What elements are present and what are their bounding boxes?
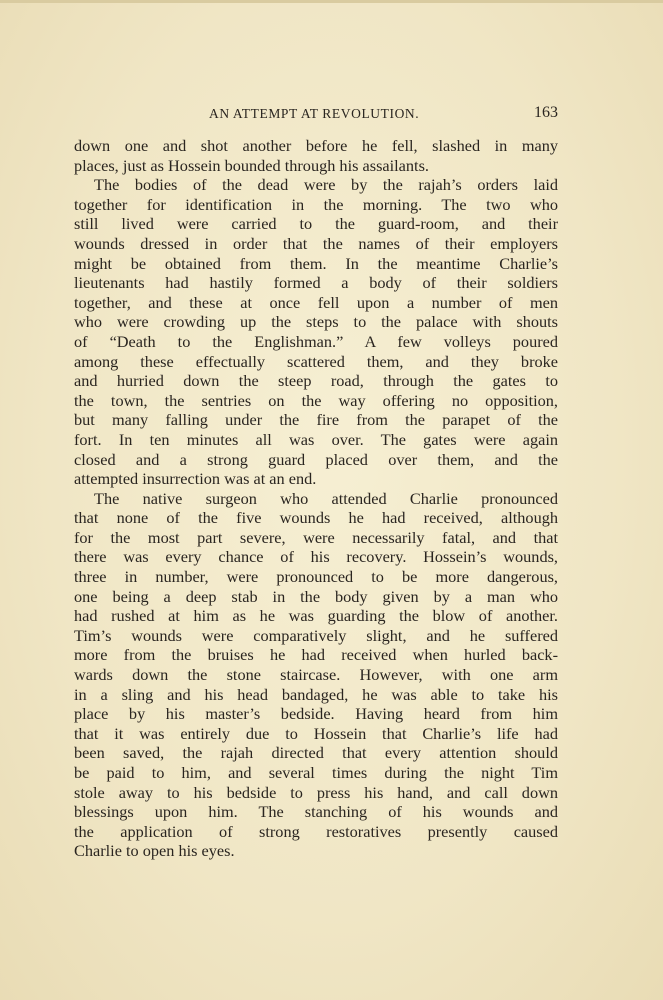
text-line: but many falling under the fire from the parapet of the bbox=[74, 410, 558, 430]
text-line: wounds dressed in order that the names of their employers bbox=[74, 233, 558, 253]
text-line: the town, the sentries on the way offering no opposition, bbox=[74, 390, 558, 410]
text-line: still lived were carried to the guard-room, and their bbox=[74, 214, 558, 234]
text-line: of “Death to the Englishman.” A few volleys poured bbox=[74, 331, 558, 351]
text-line: blessings upon him. The stanching of his wounds and bbox=[74, 802, 558, 822]
text-line: fort. In ten minutes all was over. The gates were again bbox=[74, 429, 558, 449]
text-line: and hurried down the steep road, through the gates to bbox=[74, 371, 558, 391]
text-line: there was every chance of his recovery. Hossein’s wounds, bbox=[74, 547, 558, 567]
text-line: The bodies of the dead were by the rajah’s orders laid bbox=[94, 175, 558, 195]
text-line: down one and shot another before he fell, slashed in many bbox=[74, 136, 558, 155]
text-line: the application of strong restoratives presently caused bbox=[74, 821, 558, 841]
text-line: more from the bruises he had received when hurled back- bbox=[74, 645, 558, 665]
text-line: three in number, were pronounced to be more dangerous, bbox=[74, 567, 558, 587]
text-line: that it was entirely due to Hossein that Charlie’s life had bbox=[74, 723, 558, 743]
text-line: in a sling and his head bandaged, he was able to take his bbox=[74, 684, 558, 704]
text-line: lieutenants had hastily formed a body of their soldiers bbox=[74, 273, 558, 293]
text-line: among these effectually scattered them, and they broke bbox=[74, 351, 558, 371]
text-line: closed and a strong guard placed over them, and the bbox=[74, 449, 558, 469]
page-top-edge bbox=[0, 0, 663, 3]
text-line: be paid to him, and several times during the night Tim bbox=[74, 763, 558, 782]
text-line: had rushed at him as he was guarding the blow of another. bbox=[74, 606, 558, 626]
text-line: might be obtained from them. In the meantime Charlie’s bbox=[74, 253, 558, 273]
text-line: together, and these at once fell upon a number of men bbox=[74, 292, 558, 312]
text-line: place by his master’s bedside. Having heard from him bbox=[74, 704, 558, 724]
text-line: wards down the stone staircase. However, with one arm bbox=[74, 665, 558, 685]
page-header bbox=[75, 104, 558, 128]
text-line: The native surgeon who attended Charlie pronounced bbox=[94, 488, 558, 508]
text-line: for the most part severe, were necessarily fatal, and that bbox=[74, 527, 558, 547]
text-line: who were crowding up the steps to the palace with shouts bbox=[74, 312, 558, 332]
text-line: one being a deep stab in the body given by a man who bbox=[74, 586, 558, 606]
page-number: 163 bbox=[534, 104, 558, 121]
text-line: stole away to his bedside to press his hand, and call down bbox=[74, 782, 558, 802]
text-line: Charlie to open his eyes. bbox=[74, 841, 235, 861]
body-text bbox=[74, 136, 558, 861]
running-head: AN ATTEMPT AT REVOLUTION. bbox=[209, 106, 420, 121]
text-line: Tim’s wounds were comparatively slight, and he suffered bbox=[74, 625, 558, 645]
text-line: been saved, the rajah directed that every attention should bbox=[74, 743, 558, 763]
text-line: places, just as Hossein bounded through his assailants. bbox=[74, 155, 429, 175]
text-line: together for identification in the morning. The two who bbox=[74, 194, 558, 214]
text-line: attempted insurrection was at an end. bbox=[74, 469, 317, 489]
text-line: that none of the five wounds he had received, although bbox=[74, 508, 558, 528]
